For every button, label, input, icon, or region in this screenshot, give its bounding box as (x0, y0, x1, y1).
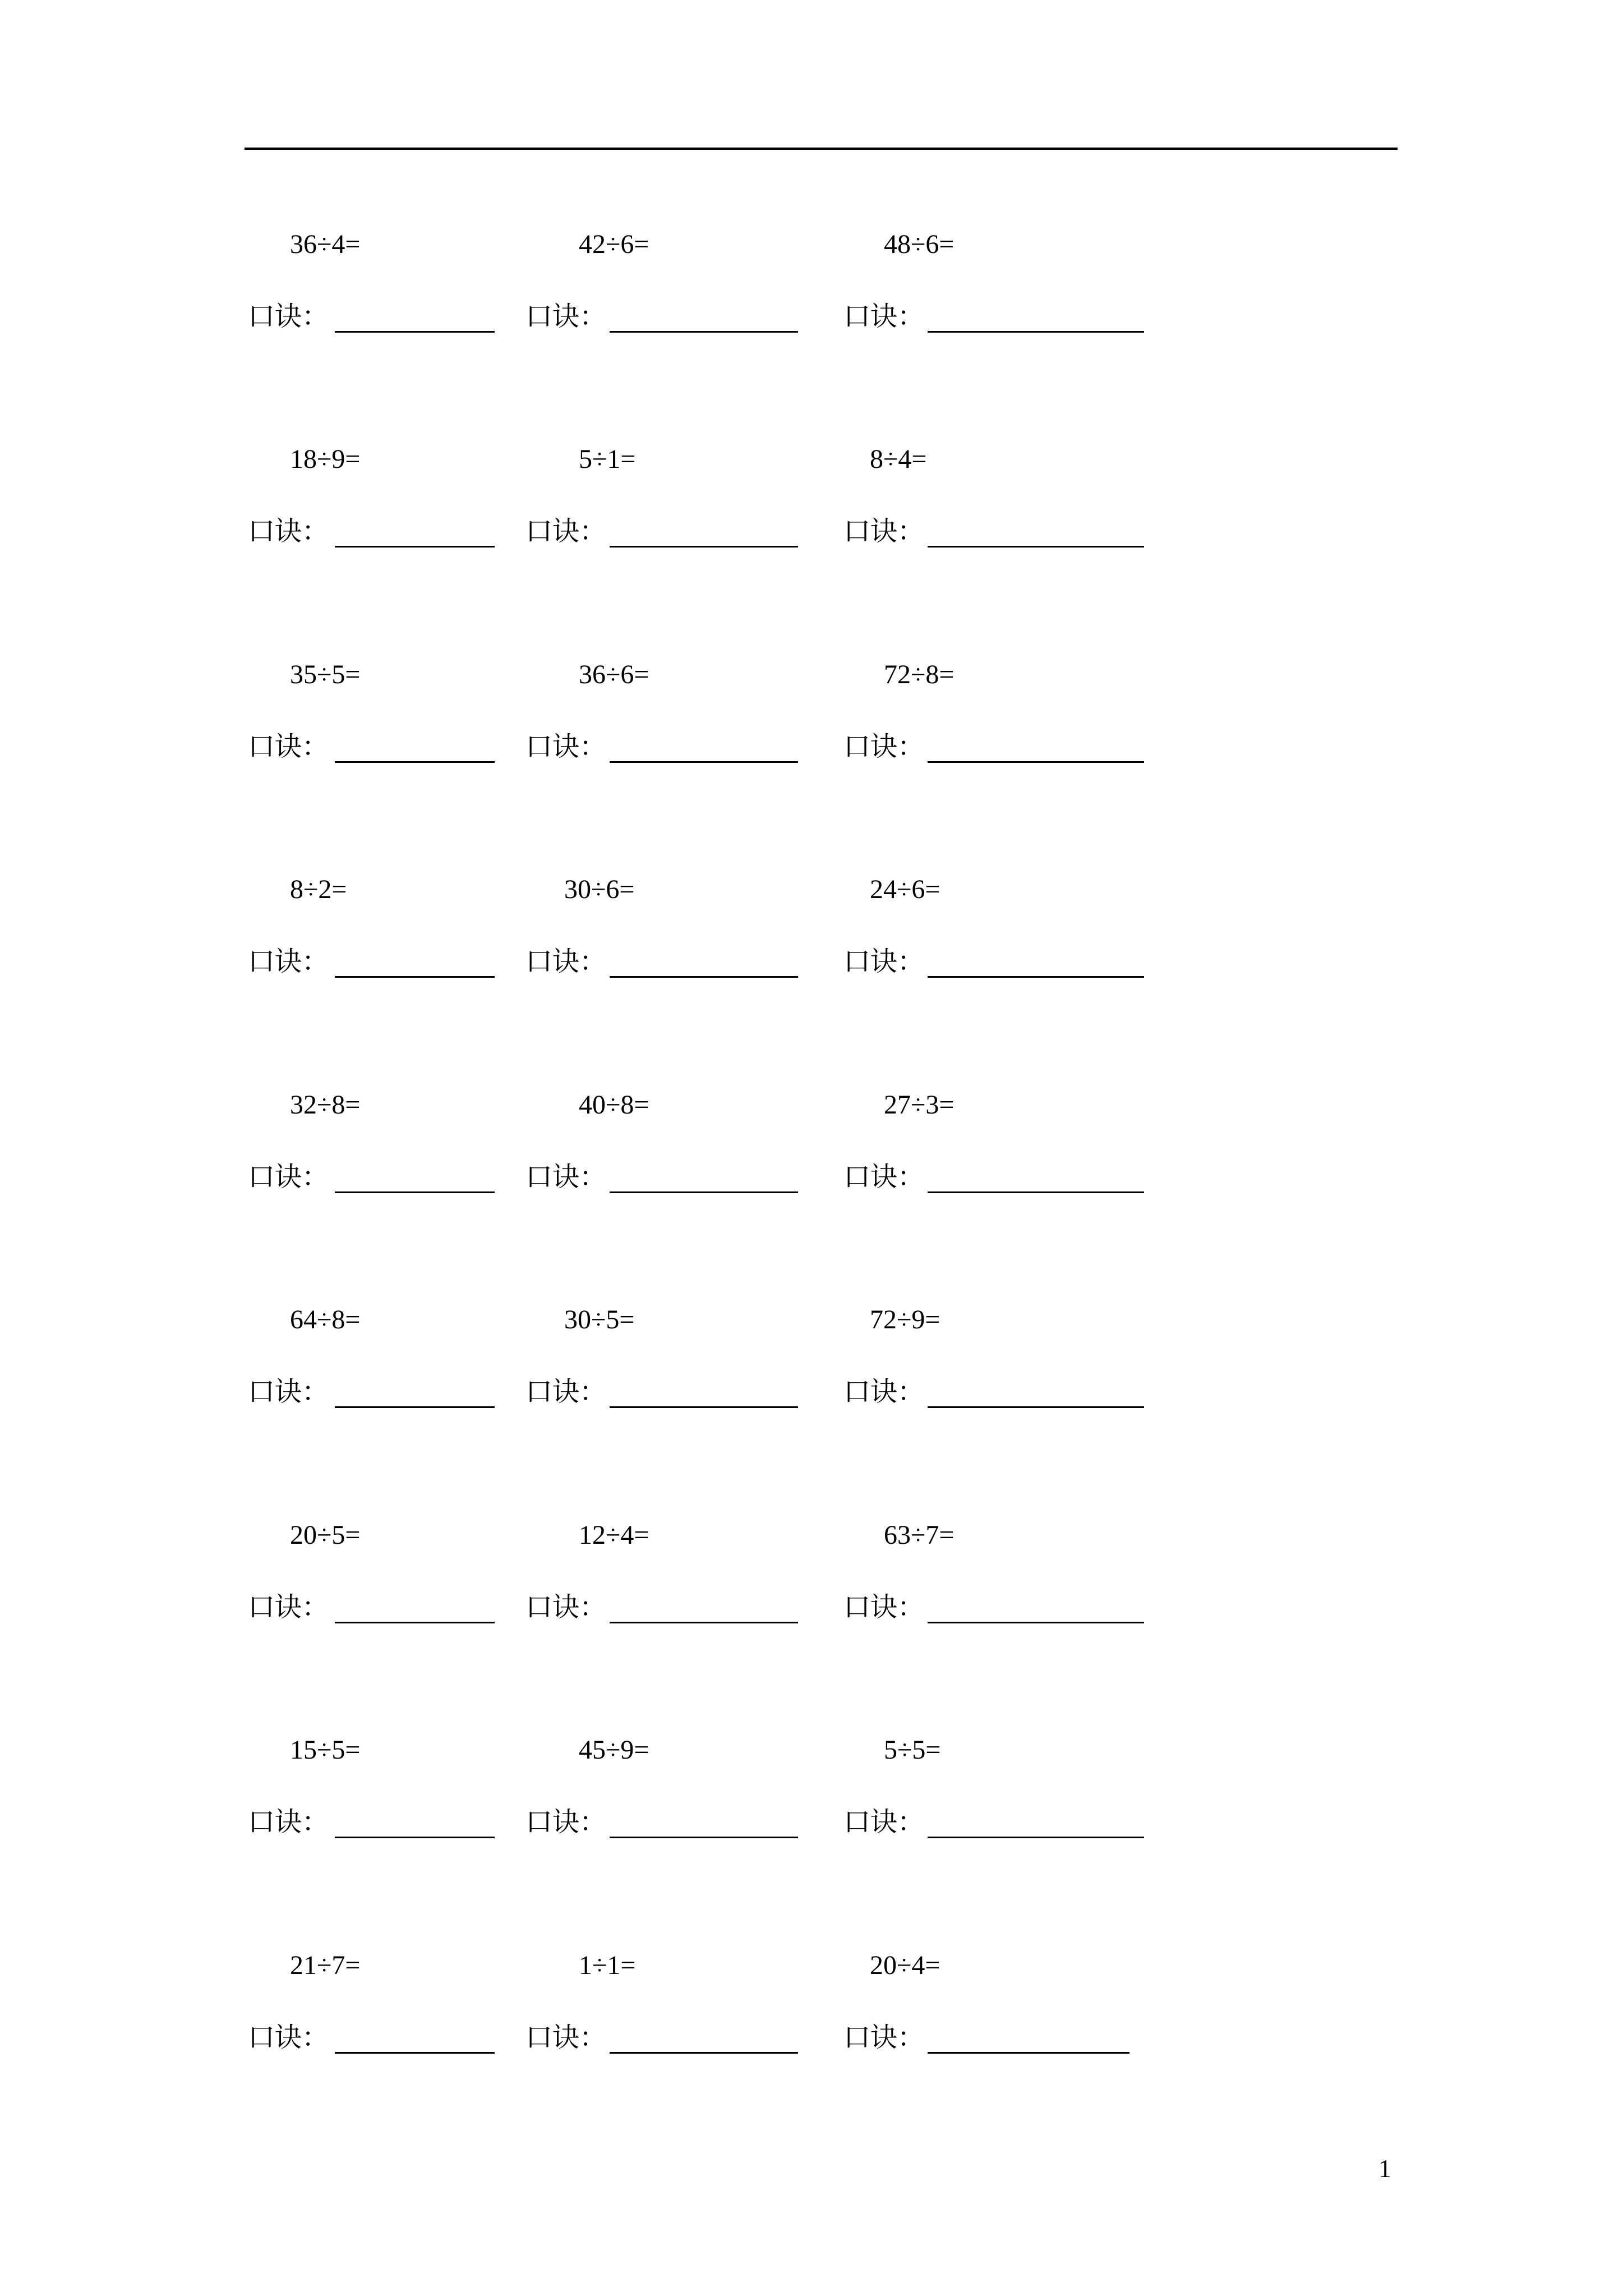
koujue-label: 口诀： (843, 1591, 925, 1623)
koujue-label: 口诀： (248, 1161, 329, 1193)
problem-row (0, 443, 1623, 572)
answer-blank[interactable] (335, 1406, 495, 1408)
koujue-label: 口诀： (843, 516, 925, 547)
koujue-label: 口诀： (248, 301, 329, 332)
koujue-label: 口诀： (525, 301, 607, 332)
equation: 5÷5= (884, 1735, 941, 1765)
answer-blank[interactable] (928, 331, 1144, 333)
problem-row (0, 1303, 1623, 1432)
koujue-label: 口诀： (843, 2022, 925, 2053)
answer-blank[interactable] (610, 1191, 798, 1193)
answer-blank[interactable] (928, 2052, 1129, 2054)
equation: 63÷7= (884, 1520, 955, 1550)
koujue-label: 口诀： (248, 731, 329, 762)
answer-blank[interactable] (610, 1622, 798, 1623)
equation: 45÷9= (579, 1735, 649, 1765)
problem-row (0, 1519, 1623, 1648)
equation: 42÷6= (579, 229, 649, 259)
answer-blank[interactable] (610, 976, 798, 978)
problem-row (0, 1733, 1623, 1862)
answer-blank[interactable] (335, 1837, 495, 1838)
equation: 15÷5= (290, 1735, 361, 1765)
answer-blank[interactable] (335, 2052, 495, 2054)
equation: 18÷9= (290, 444, 361, 474)
koujue-label: 口诀： (843, 1376, 925, 1407)
answer-blank[interactable] (335, 546, 495, 547)
koujue-label: 口诀： (843, 301, 925, 332)
equation: 30÷6= (564, 875, 635, 904)
koujue-label: 口诀： (525, 1376, 607, 1407)
equation: 30÷5= (564, 1305, 635, 1335)
page-number: 1 (1378, 2154, 1391, 2183)
answer-blank[interactable] (610, 2052, 798, 2054)
koujue-label: 口诀： (525, 946, 607, 977)
equation: 40÷8= (579, 1090, 649, 1120)
koujue-label: 口诀： (525, 1806, 607, 1838)
koujue-label: 口诀： (248, 1806, 329, 1838)
koujue-label: 口诀： (843, 1806, 925, 1838)
equation: 24÷6= (870, 875, 940, 904)
equation: 72÷9= (870, 1305, 940, 1335)
koujue-label: 口诀： (248, 946, 329, 977)
answer-blank[interactable] (335, 976, 495, 978)
answer-blank[interactable] (928, 1406, 1144, 1408)
koujue-label: 口诀： (248, 516, 329, 547)
koujue-label: 口诀： (248, 2022, 329, 2053)
equation: 48÷6= (884, 229, 955, 259)
koujue-label: 口诀： (843, 731, 925, 762)
koujue-label: 口诀： (525, 1591, 607, 1623)
equation: 72÷8= (884, 660, 955, 689)
answer-blank[interactable] (928, 1837, 1144, 1838)
koujue-label: 口诀： (843, 946, 925, 977)
answer-blank[interactable] (335, 1191, 495, 1193)
problem-row (0, 658, 1623, 787)
equation: 1÷1= (579, 1950, 636, 1980)
answer-blank[interactable] (610, 331, 798, 333)
equation: 12÷4= (579, 1520, 649, 1550)
answer-blank[interactable] (335, 761, 495, 763)
answer-blank[interactable] (335, 1622, 495, 1623)
equation: 8÷2= (290, 875, 347, 904)
answer-blank[interactable] (928, 1622, 1144, 1623)
equation: 5÷1= (579, 444, 636, 474)
equation: 27÷3= (884, 1090, 955, 1120)
equation: 36÷6= (579, 660, 649, 689)
answer-blank[interactable] (928, 976, 1144, 978)
koujue-label: 口诀： (248, 1591, 329, 1623)
equation: 20÷5= (290, 1520, 361, 1550)
answer-blank[interactable] (928, 761, 1144, 763)
answer-blank[interactable] (928, 546, 1144, 547)
problem-row (0, 228, 1623, 357)
equation: 35÷5= (290, 660, 361, 689)
koujue-label: 口诀： (248, 1376, 329, 1407)
equation: 36÷4= (290, 229, 361, 259)
koujue-label: 口诀： (525, 516, 607, 547)
equation: 8÷4= (870, 444, 927, 474)
koujue-label: 口诀： (843, 1161, 925, 1193)
koujue-label: 口诀： (525, 1161, 607, 1193)
equation: 64÷8= (290, 1305, 361, 1335)
problem-row (0, 1949, 1623, 2078)
koujue-label: 口诀： (525, 731, 607, 762)
koujue-label: 口诀： (525, 2022, 607, 2053)
answer-blank[interactable] (928, 1191, 1144, 1193)
answer-blank[interactable] (610, 1406, 798, 1408)
equation: 21÷7= (290, 1950, 361, 1980)
answer-blank[interactable] (610, 761, 798, 763)
problem-row (0, 1088, 1623, 1217)
problem-row (0, 873, 1623, 1002)
answer-blank[interactable] (335, 331, 495, 333)
equation: 32÷8= (290, 1090, 361, 1120)
answer-blank[interactable] (610, 1837, 798, 1838)
equation: 20÷4= (870, 1950, 940, 1980)
answer-blank[interactable] (610, 546, 798, 547)
